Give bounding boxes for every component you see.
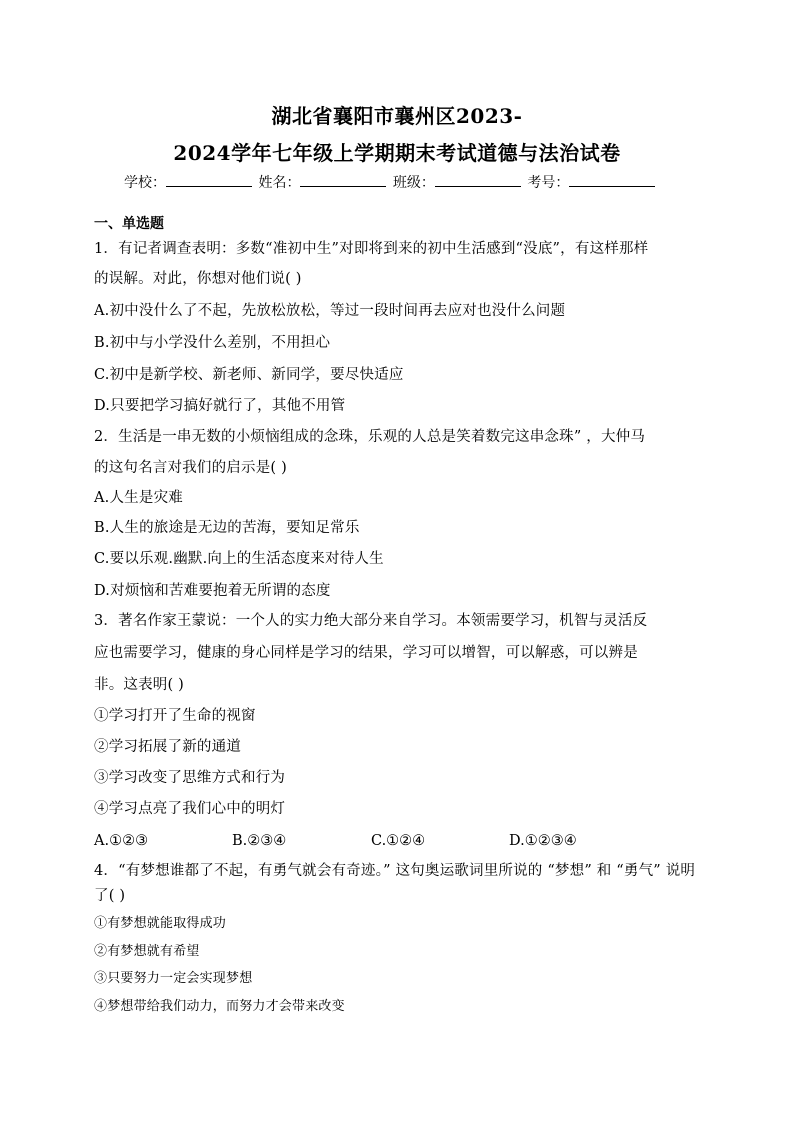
exam-no-label: 考号：	[527, 175, 570, 191]
q3-item-1: ①学习打开了生命的视窗	[94, 708, 256, 724]
q1-option-d: D.只要把学习搞好就行了，其他不用管	[94, 398, 346, 414]
school-label: 学校：	[124, 175, 166, 191]
q2-option-b: B.人生的旅途是无边的苦海，要知足常乐	[94, 520, 360, 536]
q2-stem-line2: 的这句名言对我们的启示是( )	[94, 460, 287, 476]
q3-stem-line2: 应也需要学习，健康的身心同样是学习的结果，学习可以增智，可以解惑，可以辨是	[94, 645, 638, 661]
name-blank[interactable]	[300, 174, 386, 187]
q3-stem-line1: 3．著名作家王蒙说：一个人的实力绝大部分来自学习。本领需要学习，机智与灵活反	[94, 613, 648, 629]
q2-option-a: A.人生是灾难	[94, 490, 183, 506]
exam-title-line2: 2024学年七年级上学期期末考试道德与法治试卷	[173, 141, 621, 165]
q3-stem-line3: 非。这表明( )	[94, 677, 185, 693]
q4-item-3: ③只要努力一定会实现梦想	[94, 971, 253, 986]
q3-item-3: ③学习改变了思维方式和行为	[94, 770, 286, 786]
student-info-row	[124, 174, 657, 191]
q3-item-4: ④学习点亮了我们心中的明灯	[94, 801, 286, 817]
q4-item-1: ①有梦想就能取得成功	[94, 916, 227, 931]
q2-stem-line1: 2．生活是一串无数的小烦恼组成的念珠，乐观的人总是笑着数完这串念珠” ，大仲马	[94, 429, 646, 445]
q1-option-a: A.初中没什么了不起，先放松放松，等过一段时间再去应对也没什么问题	[94, 303, 566, 319]
school-blank[interactable]	[166, 174, 252, 187]
q2-option-c: C.要以乐观.幽默.向上的生活态度来对待人生	[94, 551, 384, 567]
q1-option-c: C.初中是新学校、新老师、新同学，要尽快适应	[94, 367, 404, 383]
q3-choice-d: D.①②③④	[509, 833, 577, 849]
q3-choice-c: C.①②④	[371, 833, 426, 849]
section-heading: 一、单选题	[94, 216, 164, 232]
name-label: 姓名：	[258, 175, 301, 191]
exam-title-line1: 湖北省襄阳市襄州区2023-	[271, 104, 523, 128]
q3-choice-b: B.②③④	[232, 833, 287, 849]
class-label: 班级：	[392, 175, 435, 191]
q4-stem-line1: 4．“有梦想谁都了不起，有勇气就会有奇迹。” 这句奥运歌词里所说的 “梦想” 和 “勇气” 说明	[94, 863, 696, 879]
q1-stem-line2: 的误解。对此，你想对他们说( )	[94, 271, 302, 287]
q3-choice-a: A.①②③	[94, 833, 149, 849]
q4-stem-line2: 了( )	[94, 888, 126, 904]
q3-item-2: ②学习拓展了新的通道	[94, 739, 241, 755]
class-blank[interactable]	[435, 174, 521, 187]
q4-item-2: ②有梦想就有希望	[94, 944, 200, 959]
q2-option-d: D.对烦恼和苦难要抱着无所谓的态度	[94, 583, 331, 599]
exam-no-blank[interactable]	[569, 174, 655, 187]
q1-stem-line1: 1．有记者调查表明：多数“准初中生”对即将到来的初中生活感到“没底”，有这样那样	[94, 241, 649, 257]
q1-option-b: B.初中与小学没什么差别，不用担心	[94, 335, 331, 351]
q4-item-4: ④梦想带给我们动力，而努力才会带来改变	[94, 999, 345, 1014]
